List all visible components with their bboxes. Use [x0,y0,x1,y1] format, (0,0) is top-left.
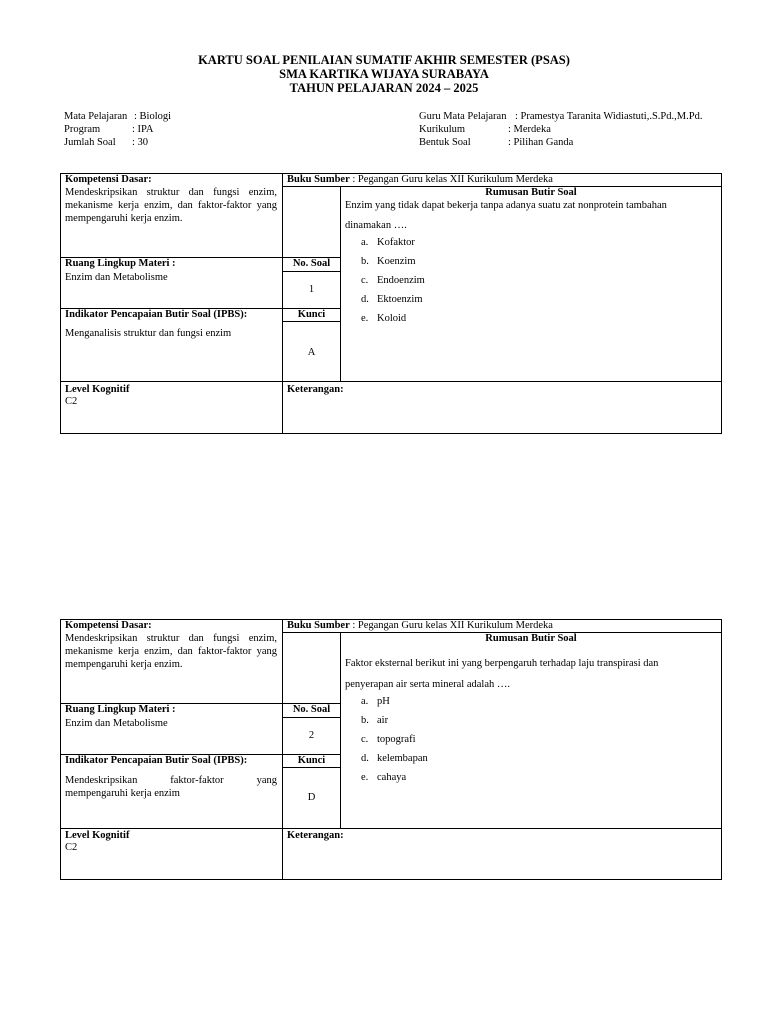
option-letter: d. [361,294,369,305]
table-border [282,321,341,322]
option-text: cahaya [377,772,407,783]
question-text-line1: Enzim yang tidak dapat bekerja tanpa adanya suatu zat nonprotein tambahan [345,200,667,211]
option-text: pH [377,696,390,707]
question-text-line1: Faktor eksternal berikut ini yang berpengaruh terhadap laju transpirasi dan [345,658,659,669]
kunci-label: Kunci [297,309,326,320]
level-value: C2 [65,396,78,407]
option-letter: a. [361,696,369,707]
option-text: Ektoenzim [377,294,423,305]
answer-option [361,252,425,271]
ruang-label: Ruang Lingkup Materi : [65,258,176,269]
question-card-1 [60,173,722,434]
meta-value: : 30 [132,137,149,148]
meta-label: Bentuk Soal [419,137,471,148]
answer-option [361,233,425,252]
meta-row-kurikulum [419,123,702,136]
meta-row-bentuk [419,136,702,149]
table-border [282,717,341,718]
kunci-value: A [307,347,316,358]
level-label: Level Kognitif [65,830,130,841]
buku-label: Buku Sumber [287,174,350,185]
answer-option [361,749,428,768]
question-text-line2: penyerapan air serta mineral adalah …. [345,679,511,690]
table-border [282,271,341,272]
option-letter: e. [361,313,369,324]
meta-row-jumlah [64,136,171,149]
kd-text-line1: Mendeskripsikan struktur dan fungsi enzim, [65,187,277,198]
level-value: C2 [65,842,78,853]
option-text: air [377,715,389,726]
nosoal-value: 1 [308,284,315,295]
table-border [60,173,61,434]
meta-value: : Merdeka [508,124,551,135]
option-text: Koenzim [377,256,416,267]
buku-sumber [287,174,553,186]
table-border [340,632,341,829]
table-border [60,619,61,880]
answer-option [361,692,428,711]
meta-row-program [64,123,171,136]
answer-option [361,768,428,787]
ruang-value: Enzim dan Metabolisme [65,718,168,729]
option-letter: a. [361,237,369,248]
keterangan-label: Keterangan: [287,384,344,395]
answer-options [361,692,428,787]
meta-value: : Pilihan Ganda [508,137,574,148]
meta-label: Kurikulum [419,124,466,135]
meta-label: Jumlah Soal [64,137,116,148]
document-title-line3: TAHUN PELAJARAN 2024 – 2025 [289,81,479,95]
table-border [721,173,722,434]
kd-label: Kompetensi Dasar: [65,620,152,631]
meta-label: Mata Pelajaran [64,111,128,122]
meta-label: Program [64,124,101,135]
kd-text-line1: Mendeskripsikan struktur dan fungsi enzim, [65,633,277,644]
meta-row-mapel [64,110,171,123]
rumusan-label: Rumusan Butir Soal [485,187,577,198]
buku-value: : Pegangan Guru kelas XII Kurikulum Merdeka [349,620,553,631]
ipbs-label: Indikator Pencapaian Butir Soal (IPBS): [65,309,248,320]
buku-label: Buku Sumber [287,620,350,631]
option-text: Kofaktor [377,237,415,248]
ipbs-text-line1: Mendeskripsikan faktor-faktor yang [65,775,277,786]
kunci-label: Kunci [297,755,326,766]
ruang-value: Enzim dan Metabolisme [65,272,168,283]
meta-value: : IPA [132,124,154,135]
buku-sumber [287,620,553,632]
option-letter: c. [361,275,369,286]
document-title-line1: KARTU SOAL PENILAIAN SUMATIF AKHIR SEMESTER (PSAS) [198,53,570,67]
level-label: Level Kognitif [65,384,130,395]
option-letter: c. [361,734,369,745]
option-letter: d. [361,753,369,764]
answer-option [361,309,425,328]
meta-right [419,110,702,149]
ipbs-label: Indikator Pencapaian Butir Soal (IPBS): [65,755,248,766]
table-border [60,433,722,434]
question-text-line2: dinamakan …. [345,220,407,231]
option-letter: b. [361,256,369,267]
table-border [282,767,341,768]
rumusan-label: Rumusan Butir Soal [485,633,577,644]
option-letter: e. [361,772,369,783]
option-text: topografi [377,734,416,745]
document-title-line2: SMA KARTIKA WIJAYA SURABAYA [279,67,489,81]
ipbs-text-line2: mempengaruhi kerja enzim [65,788,180,799]
table-border [60,879,722,880]
nosoal-label: No. Soal [292,704,331,715]
option-text: Koloid [377,313,407,324]
meta-value: : Pramestya Taranita Widiastuti,.S.Pd.,M.Pd. [515,111,703,122]
nosoal-value: 2 [308,730,315,741]
answer-option [361,271,425,290]
table-border [282,173,283,434]
question-card-2 [60,619,722,880]
kd-text-line3: mempengaruhi kerja enzim. [65,659,183,670]
answer-options [361,233,425,328]
table-border [60,381,722,382]
nosoal-label: No. Soal [292,258,331,269]
option-text: kelembapan [377,753,428,764]
kd-text-line2: mekanisme kerja enzim, dan faktor-faktor yang [65,200,277,211]
answer-option [361,711,428,730]
kd-text-line2: mekanisme kerja enzim, dan faktor-faktor yang [65,646,277,657]
meta-row-guru [419,110,702,123]
kd-text-line3: mempengaruhi kerja enzim. [65,213,183,224]
ipbs-text-line1: Menganalisis struktur dan fungsi enzim [65,328,232,339]
keterangan-label: Keterangan: [287,830,344,841]
table-border [721,619,722,880]
option-text: Endoenzim [377,275,425,286]
kunci-value: D [307,792,316,803]
meta-value: : Biologi [134,111,172,122]
meta-left [64,110,171,149]
answer-option [361,290,425,309]
meta-label: Guru Mata Pelajaran [419,111,507,122]
table-border [340,186,341,382]
option-letter: b. [361,715,369,726]
table-border [60,828,722,829]
answer-option [361,730,428,749]
ruang-label: Ruang Lingkup Materi : [65,704,176,715]
kd-label: Kompetensi Dasar: [65,174,152,185]
table-border [282,619,283,880]
buku-value: : Pegangan Guru kelas XII Kurikulum Merdeka [349,174,553,185]
